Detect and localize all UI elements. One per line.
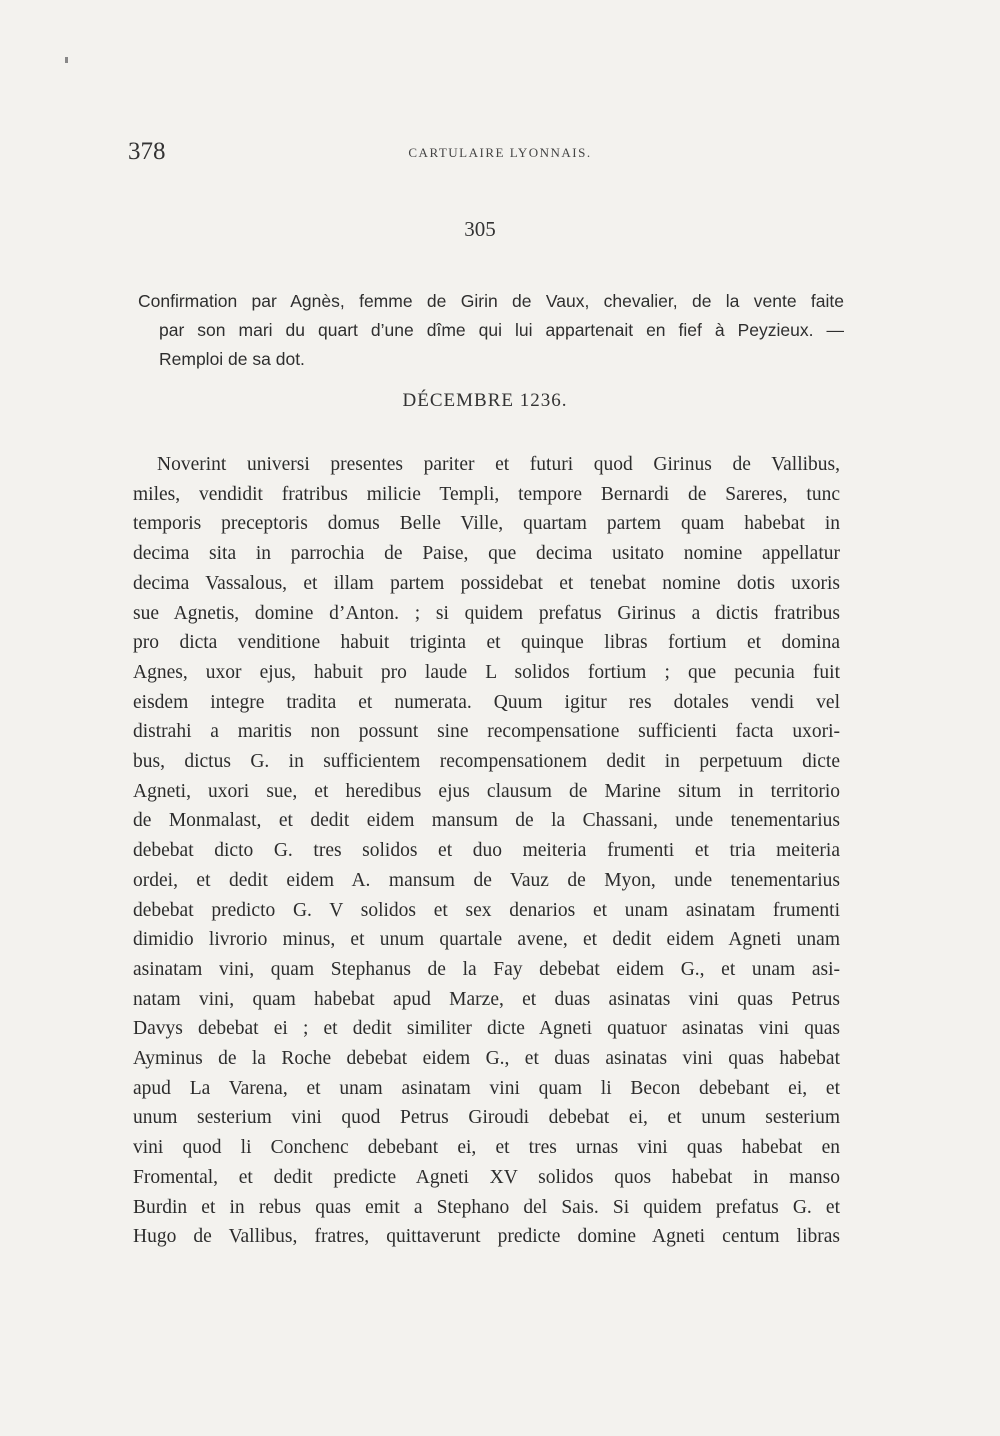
- text-line: Noverint universi presentes pariter et futuri quod Girinus de Vallibus,: [157, 454, 840, 475]
- text-line: debebat predicto G. V solidos et sex denarios et unam asinatam frumenti: [133, 899, 840, 921]
- text-line: decima Vassalous, et illam partem possidebat et tenebat nomine dotis uxoris: [133, 572, 840, 594]
- text-line: pro dicta venditione habuit triginta et quinque libras fortium et domina: [133, 632, 840, 654]
- text-line: sue Agnetis, domine d’Anton. ; si quidem prefatus Girinus a dictis fratribus: [133, 602, 840, 624]
- running-title: CARTULAIRE LYONNAIS.: [408, 145, 592, 160]
- text-line: Fromental, et dedit predicte Agneti XV solidos quos habebat in manso: [133, 1166, 840, 1188]
- text-line: natam vini, quam habebat apud Marze, et duas asinatas vini quas Petrus: [133, 988, 840, 1010]
- page-number: 378: [128, 138, 166, 165]
- text-line: temporis preceptoris domus Belle Ville, quartam partem quam habebat in: [133, 513, 840, 535]
- summary-line: Confirmation par Agnès, femme de Girin de Vaux, chevalier, de la vente faite: [138, 291, 844, 311]
- charter-number: 305: [464, 217, 496, 241]
- charter-summary: [138, 287, 844, 374]
- text-line: decima sita in parrochia de Paise, que decima usitato nomine appellatur: [133, 543, 840, 565]
- text-line: unum sesterium vini quod Petrus Giroudi debebat ei, et unum sesterium: [133, 1107, 840, 1129]
- text-line: vini quod li Conchenc debebant ei, et tres urnas vini quas habebat en: [133, 1137, 840, 1159]
- text-line: Burdin et in rebus quas emit a Stephano del Sais. Si quidem prefatus G. et: [133, 1196, 840, 1218]
- print-speck: [65, 57, 68, 63]
- text-line: Hugo de Vallibus, fratres, quittaverunt predicte domine Agneti centum libras: [133, 1226, 840, 1248]
- text-line: dimidio livrorio minus, et unum quartale avene, et dedit eidem Agneti unam: [133, 929, 840, 951]
- text-line: Agnes, uxor ejus, habuit pro laude L solidos fortium ; que pecunia fuit: [133, 661, 840, 683]
- text-line: apud La Varena, et unam asinatam vini quam li Becon debebant ei, et: [133, 1077, 840, 1099]
- text-line: eisdem integre tradita et numerata. Quum igitur res dotales vendi vel: [133, 691, 840, 713]
- text-line: de Monmalast, et dedit eidem mansum de la Chassani, unde tenementarius: [133, 810, 840, 832]
- text-line: bus, dictus G. in sufficientem recompensationem dedit in perpetuum dicte: [133, 751, 840, 773]
- text-line: asinatam vini, quam Stephanus de la Fay debebat eidem G., et unam asi-: [133, 958, 840, 980]
- text-line: distrahi a maritis non possunt sine recompensatione sufficienti facta uxori-: [133, 721, 840, 743]
- summary-line: par son mari du quart d’une dîme qui lui appartenait en fief à Peyzieux. —: [159, 320, 844, 340]
- charter-text: [133, 450, 840, 1252]
- text-line: debebat dicto G. tres solidos et duo meiteria frumenti et tria meiteria: [133, 840, 840, 862]
- charter-date: DÉCEMBRE 1236.: [402, 390, 568, 411]
- text-line: Davys debebat ei ; et dedit similiter dicte Agneti quatuor asinatas vini quas: [133, 1018, 840, 1040]
- text-line: Agneti, uxori sue, et heredibus ejus clausum de Marine situm in territorio: [133, 780, 840, 802]
- text-line: miles, vendidit fratribus milicie Templi, tempore Bernardi de Sareres, tunc: [133, 483, 840, 505]
- text-line: Ayminus de la Roche debebat eidem G., et duas asinatas vini quas habebat: [133, 1048, 840, 1070]
- summary-line: Remploi de sa dot.: [159, 349, 305, 369]
- text-line: ordei, et dedit eidem A. mansum de Vauz de Myon, unde tenementarius: [133, 869, 840, 891]
